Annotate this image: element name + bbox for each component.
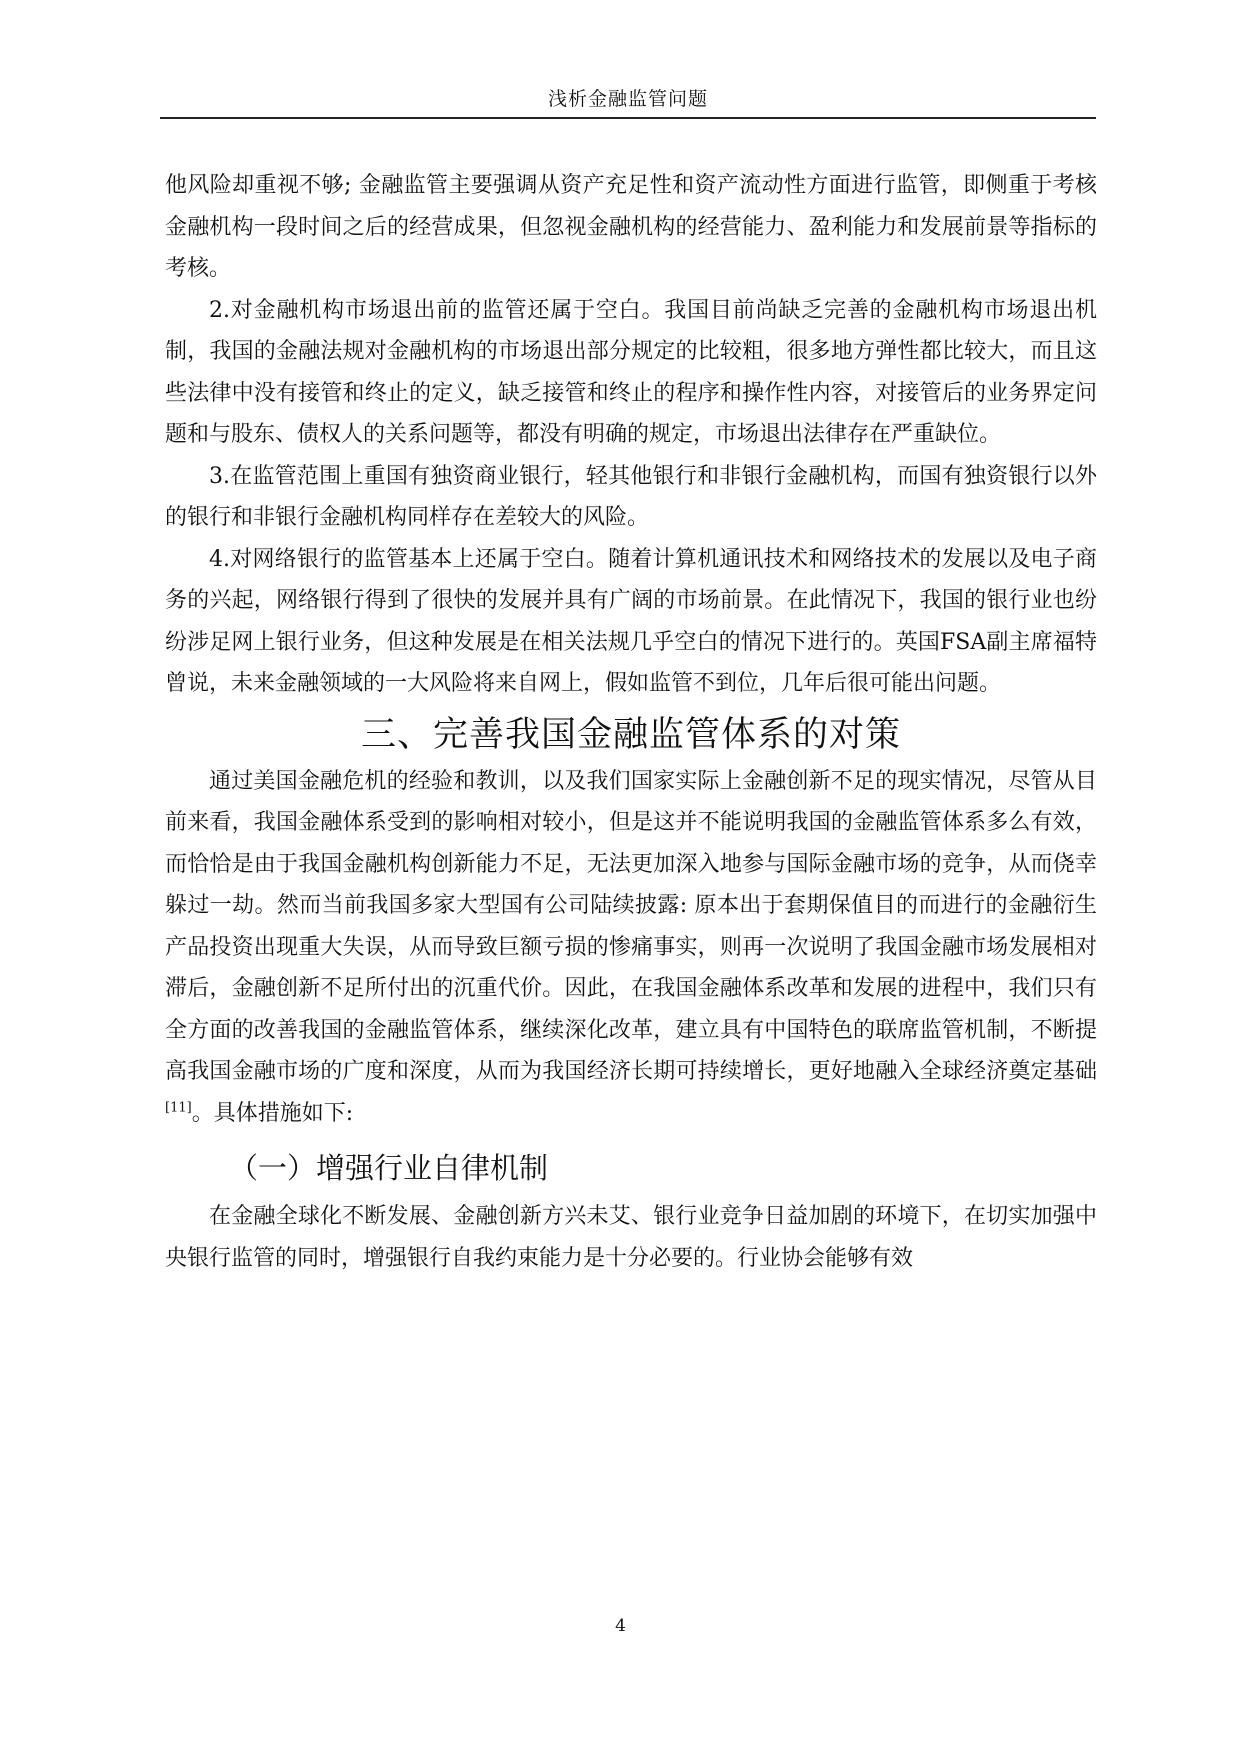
paragraph-point-3: 3.在监管范围上重国有独资商业银行，轻其他银行和非银行金融机构，而国有独资银行以外的银行和非银行金融机构同样存在差较大的风险。 xyxy=(165,463,1097,530)
section-intro-end: 。具体措施如下: xyxy=(191,1100,354,1126)
citation-marker: [11] xyxy=(165,1100,192,1116)
paragraph-risk-continuation: 他风险却重视不够; 金融监管主要强调从资产充足性和资产流动性方面进行监管，即侧重于考核金融机构一段时间之后的经营成果，但忽视金融机构的经营能力、盈利能力和发展前景等指标的考核。 xyxy=(165,173,1097,281)
section-heading: 三、完善我国金融监管体系的对策 xyxy=(360,714,901,755)
section-intro-paragraph xyxy=(165,761,1097,1135)
subsection-heading: （一）增强行业自律机制 xyxy=(229,1151,549,1185)
paragraph-point-2: 2.对金融机构市场退出前的监管还属于空白。我国目前尚缺乏完善的金融机构市场退出机制，我国的金融法规对金融机构的市场退出部分规定的比较粗，很多地方弹性都比较大，而且这些法律中没有接管和终止的定义，缺乏接管和终止的程序和操作性内容，对接管后的业务界定问题和与股东、债权人的关系问题等，都没有明确的规定，市场退出法律存在严重缺位。 xyxy=(165,297,1097,447)
page-body xyxy=(165,165,1097,1279)
page-number: 4 xyxy=(615,1616,626,1636)
section-intro-text: 通过美国金融危机的经验和教训，以及我们国家实际上金融创新不足的现实情况，尽管从目前来看，我国金融体系受到的影响相对较小，但是这并不能说明我国的金融监管体系多么有效，而恰恰是由于我国金融机构创新能力不足，无法更加深入地参与国际金融市场的竞争，从而侥幸躲过一劫。然而当前我国多家大型国有公司陆续披露: 原本出于套期保值目的而进行的金融衍生产品投资出现重大失误，从而导致巨额亏损的惨痛事实，则再一次说明了我国金融市场发展相对滞后，金融创新不足所付出的沉重代价。因此，在我国金融体系改革和发展的进程中，我们只有全方面的改善我国的金融监管体系，继续深化改革，建立具有中国特色的联席监管机制，不断提高我国金融市场的广度和深度，从而为我国经济长期可持续增长，更好地融入全球经济奠定基础 xyxy=(165,768,1097,1084)
header-rule xyxy=(160,117,1096,119)
running-header: 浅析金融监管问题 xyxy=(547,88,708,110)
paragraph-point-4: 4.对网络银行的监管基本上还属于空白。随着计算机通讯技术和网络技术的发展以及电子商务的兴起，网络银行得到了很快的发展并具有广阔的市场前景。在此情况下，我国的银行业也纷纷涉足网上银行业务，但这种发展是在相关法规几乎空白的情况下进行的。英国FSA副主席福特曾说，未来金融领域的一大风险将来自网上，假如监管不到位，几年后很可能出问题。 xyxy=(165,546,1097,696)
subsection-paragraph: 在金融全球化不断发展、金融创新方兴未艾、银行业竞争日益加剧的环境下，在切实加强中央银行监管的同时，增强银行自我约束能力是十分必要的。行业协会能够有效 xyxy=(165,1204,1097,1271)
